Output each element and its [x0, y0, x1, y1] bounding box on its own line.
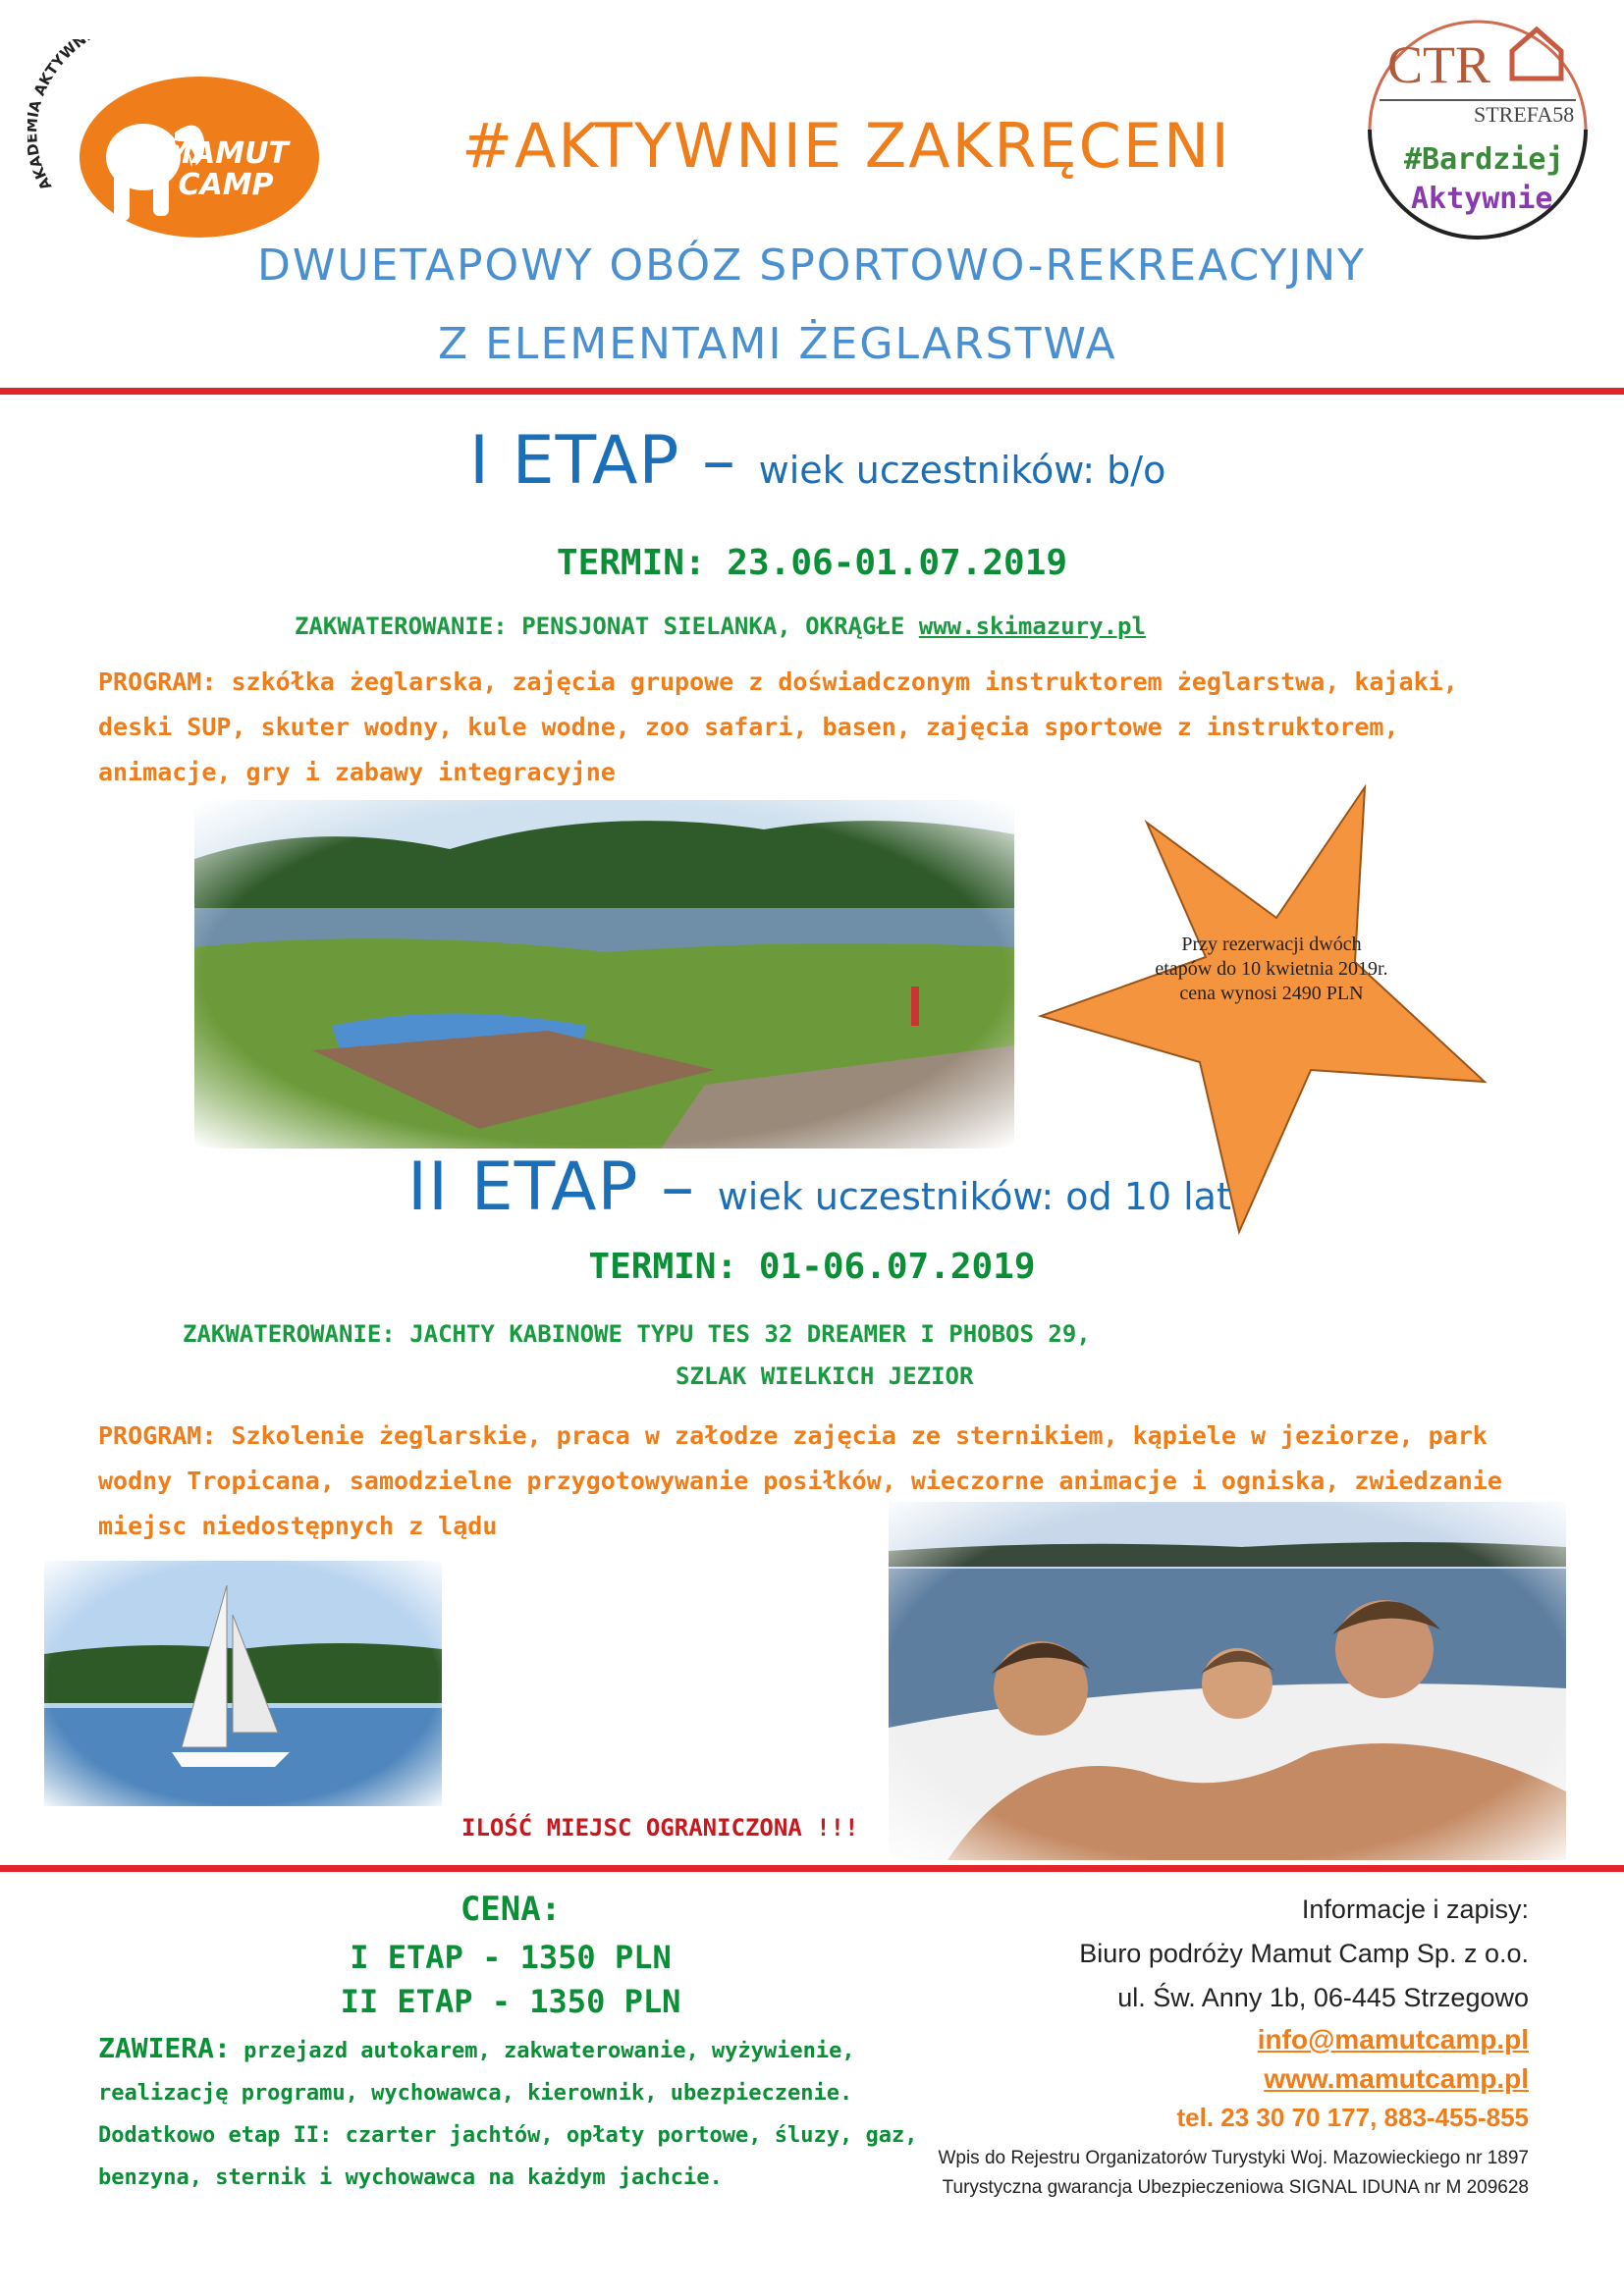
sailboat-photo [44, 1561, 442, 1806]
etap1-dash: – [679, 422, 759, 500]
price-includes [98, 2027, 962, 2199]
includes-text: przejazd autokarem, zakwaterowanie, wyżywienie, realizację programu, wychowawca, kierownik, ubezpieczenie. Dodatkowo etap II: czarter jachtów, opłaty portowe, śluzy, gaz, benzyna, sternik i wychowawca na każdym jachcie. [98, 2039, 918, 2190]
etap2-dash: – [638, 1148, 718, 1226]
page-title: #AKTYWNIE ZAKRĘCENI [461, 110, 1231, 182]
ctr-sub-text: STREFA58 [1474, 102, 1575, 127]
website-link[interactable]: www.mamutcamp.pl [1264, 2063, 1529, 2094]
etap2-lodging-line-2: SZLAK WIELKICH JEZIOR [676, 1362, 974, 1390]
insurance-guarantee: Turystyczna gwarancja Ubezpieczeniowa SIGNAL IDUNA nr M 209628 [942, 2177, 1529, 2198]
logo-arc-text: AKA AKTYWN [27, 39, 90, 193]
price-etap1: I ETAP - 1350 PLN [350, 1939, 672, 1976]
subtitle-line-2: Z ELEMENTAMI ŻEGLARSTWA [438, 319, 1117, 369]
etap1-program-label: PROGRAM: [98, 667, 217, 696]
red-divider-bottom [0, 1865, 1624, 1872]
etap2-lodging-line-1: ZAKWATEROWANIE: JACHTY KABINOWE TYPU TES 32 DREAMER I PHOBOS 29, [183, 1320, 1091, 1348]
etap2-age: wiek uczestników: od 10 lat [717, 1175, 1231, 1218]
email-link[interactable]: info@mamutcamp.pl [1257, 2024, 1529, 2055]
red-divider-top [0, 388, 1624, 395]
logo-line-2: CAMP [178, 168, 274, 202]
limited-places-notice: ILOŚĆ MIEJSC OGRANICZONA !!! [461, 1814, 859, 1842]
etap1-lodging-text: ZAKWATEROWANIE: PENSJONAT SIELANKA, OKRĄGŁE [295, 613, 919, 640]
hashtag-line-1: #Bardziej [1404, 142, 1564, 177]
lake-resort-photo [194, 800, 1014, 1148]
ctr-text: CTR [1387, 35, 1491, 94]
phone-numbers: tel. 23 30 70 177, 883-455-855 [1176, 2103, 1529, 2132]
etap1-age: wiek uczestników: b/o [758, 449, 1166, 492]
agency-name: Biuro podróży Mamut Camp Sp. z o.o. [1079, 1939, 1529, 1968]
mamut-camp-logo [27, 39, 322, 240]
subtitle-line-1: DWUETAPOWY OBÓZ SPORTOWO-REKREACYJNY [257, 240, 1367, 291]
boys-on-yacht-photo [889, 1502, 1566, 1860]
etap1-dates: TERMIN: 23.06-01.07.2019 [556, 543, 1068, 583]
ctr-strefa58-logo [1350, 12, 1605, 247]
etap2-dates: TERMIN: 01-06.07.2019 [588, 1247, 1036, 1287]
agency-address: ul. Św. Anny 1b, 06-445 Strzegowo [1117, 1983, 1529, 2012]
etap1-lodging [295, 613, 1146, 640]
etap1-program-text: szkółka żeglarska, zajęcia grupowe z doświadczonym instruktorem żeglarstwa, kajaki, deski SUP, skuter wodny, kule wodne, zoo safari, basen, zajęcia sportowe z instruktorem, animacje, gry i zabawy integracyjne [98, 667, 1458, 786]
skimazury-link[interactable]: www.skimazury.pl [918, 613, 1146, 640]
etap1-heading [469, 422, 1165, 500]
price-etap2: II ETAP - 1350 PLN [340, 1983, 681, 2020]
contact-heading: Informacje i zapisy: [1301, 1895, 1529, 1924]
etap2-program-label: PROGRAM: [98, 1421, 217, 1450]
includes-label: ZAWIERA: [98, 2032, 231, 2064]
registry-entry: Wpis do Rejestru Organizatorów Turystyki Woj. Mazowieckiego nr 1897 [938, 2148, 1529, 2168]
logo-line-1: MAMUT [163, 136, 289, 171]
etap2-program-text: Szkolenie żeglarskie, praca w załodze zajęcia ze sternikiem, kąpiele w jeziorze, park wodny Tropicana, samodzielne przygotowywanie posiłków, wieczorne animacje i ogniska, zwiedzanie miejsc niedostępnych z lądu [98, 1421, 1502, 1540]
promo-star-text: Przy rezerwacji dwóch etapów do 10 kwietnia 2019r. cena wynosi 2490 PLN [1155, 934, 1388, 1004]
etap2-title: II ETAP [407, 1148, 639, 1226]
hashtag-line-2: Aktywnie [1411, 182, 1553, 216]
price-heading: CENA: [460, 1890, 562, 1929]
etap1-title: I ETAP [469, 422, 680, 500]
etap2-heading [407, 1148, 1231, 1226]
